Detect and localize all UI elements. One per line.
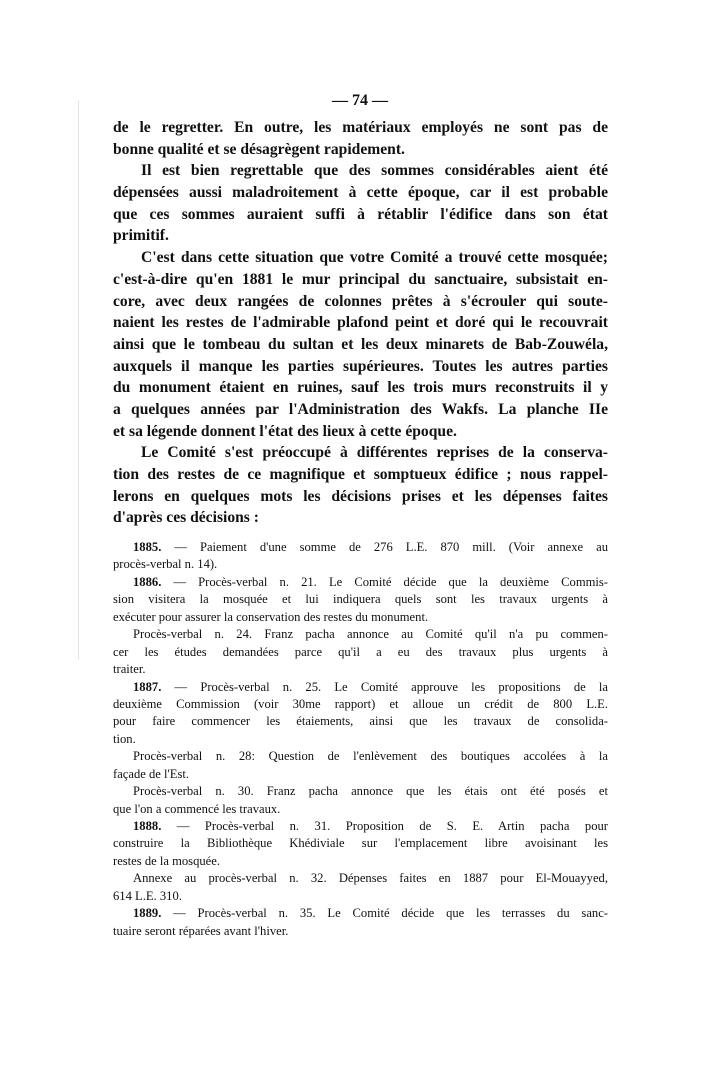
line-text: — Procès-verbal n. 31. Proposition de S. E. Artin pacha pour <box>161 819 608 833</box>
note-line <box>113 731 608 748</box>
note-line <box>113 574 608 591</box>
note-line <box>113 870 608 887</box>
line-text: cer les études demandées parce qu'il a eu des travaux plus urgents à <box>113 644 608 659</box>
note-line <box>113 679 608 696</box>
note-line <box>113 818 608 835</box>
note-line <box>113 696 608 713</box>
line-text: ainsi que le tombeau du sultan et les deux minarets de Bab-Zouwéla, <box>113 335 608 353</box>
line-text: restes de la mosquée. <box>113 853 221 868</box>
note-line <box>113 609 608 626</box>
text-line <box>113 421 608 443</box>
line-text: primitif. <box>113 227 169 245</box>
note-line <box>113 626 608 643</box>
text-line <box>113 225 608 247</box>
line-text: Procès-verbal n. 30. Franz pacha annonce que les étais ont été posés et <box>133 784 608 799</box>
text-line <box>113 160 608 182</box>
text-line <box>113 464 608 486</box>
note-line <box>113 539 608 556</box>
line-text: — Procès-verbal n. 35. Le Comité décide que les terrasses du sanc- <box>161 906 608 921</box>
year-label: 1885. <box>133 540 162 554</box>
text-line <box>113 312 608 334</box>
line-text: a quelques années par l'Administration des Wakfs. La planche IIe <box>113 400 608 418</box>
text-line <box>113 356 608 378</box>
text-line <box>113 204 608 226</box>
line-text: exécuter pour assurer la conservation des restes du monument. <box>113 609 429 624</box>
line-text: de le regretter. En outre, les matériaux employés ne sont pas de <box>113 119 608 136</box>
line-text: deuxième Commission (voir 30me rapport) et alloue un crédit de 800 L.E. <box>113 696 608 711</box>
text-line <box>113 139 608 161</box>
note-line <box>113 783 608 800</box>
line-text: tion des restes de ce magnifique et somptueux édifice ; nous rappel- <box>113 466 608 483</box>
line-text: sion visitera la mosquée et lui indiquera quels sont les travaux urgents à <box>113 592 608 607</box>
note-line <box>113 801 608 818</box>
note-line <box>113 766 608 783</box>
line-text: que l'on a commencé les travaux. <box>113 801 281 816</box>
note-line <box>113 713 608 730</box>
line-text: construire la Bibliothèque Khédiviale sur l'emplacement libre avoisinant les <box>113 836 608 851</box>
text-line <box>113 117 608 139</box>
text-line <box>113 182 608 204</box>
line-text: C'est dans cette situation que votre Comité a trouvé cette mosquée; <box>141 249 608 267</box>
year-label: 1888. <box>133 819 162 833</box>
year-label: 1887. <box>133 679 162 694</box>
line-text: pour faire commencer les étaiements, ainsi que les travaux de consolida- <box>113 714 608 729</box>
line-text: — Procès-verbal n. 25. Le Comité approuve les propositions de la <box>161 679 608 694</box>
line-text: lerons en quelques mots les décisions prises et les dépenses faites <box>113 487 608 505</box>
line-text: — Paiement d'une somme de 276 L.E. 870 mill. (Voir annexe au <box>161 540 608 554</box>
text-line <box>113 334 608 356</box>
line-text: tion. <box>113 731 136 746</box>
line-text: bonne qualité et se désagrègent rapidement. <box>113 140 405 158</box>
text-line <box>113 247 608 269</box>
line-text: que ces sommes auraient suffi à rétablir l'édifice dans son état <box>113 205 608 223</box>
note-line <box>113 661 608 678</box>
line-text: façade de l'Est. <box>113 766 190 781</box>
line-text: core, avec deux rangées de colonnes prêtes à s'écrouler qui soute- <box>113 292 608 310</box>
text-line <box>113 507 608 529</box>
note-line <box>113 888 608 905</box>
year-label: 1889. <box>133 906 162 921</box>
line-text: tuaire seront réparées avant l'hiver. <box>113 923 289 938</box>
line-text: 614 L.E. 310. <box>113 888 182 903</box>
text-line <box>113 486 608 508</box>
line-text: Annexe au procès-verbal n. 32. Dépenses faites en 1887 pour El-Mouayyed, <box>133 871 608 886</box>
note-line <box>113 923 608 940</box>
line-text: procès-verbal n. 14). <box>113 557 218 572</box>
note-line <box>113 835 608 852</box>
note-line <box>113 905 608 922</box>
line-text: Il est bien regrettable que des sommes considérables aient été <box>141 162 608 180</box>
text-line <box>113 442 608 464</box>
line-text: Procès-verbal n. 28: Question de l'enlèvement des boutiques accolées à la <box>133 749 608 764</box>
scan-margin-line <box>78 100 79 660</box>
note-line <box>113 748 608 765</box>
chronology-notes <box>113 539 608 940</box>
line-text: Le Comité s'est préoccupé à différentes reprises de la conserva- <box>141 444 608 462</box>
main-text <box>113 117 608 529</box>
note-line <box>113 644 608 661</box>
line-text: naient les restes de l'admirable plafond peint et doré qui le recouvrait <box>113 314 608 332</box>
year-label: 1886. <box>133 574 162 589</box>
text-line <box>113 399 608 421</box>
text-line <box>113 377 608 399</box>
line-text: traiter. <box>113 662 146 677</box>
note-line <box>113 556 608 573</box>
text-line <box>113 269 608 291</box>
note-line <box>113 591 608 608</box>
line-text: Procès-verbal n. 24. Franz pacha annonce au Comité qu'il n'a pu commen- <box>133 627 608 642</box>
line-text: du monument étaient en ruines, sauf les trois murs reconstruits il y <box>113 379 608 397</box>
line-text: d'après ces décisions : <box>113 509 259 527</box>
page-number: — 74 — <box>332 92 388 109</box>
line-text: auxquels il manque les parties supérieures. Toutes les autres parties <box>113 357 608 375</box>
line-text: c'est-à-dire qu'en 1881 le mur principal du sanctuaire, subsistait en- <box>113 270 608 288</box>
line-text: — Procès-verbal n. 21. Le Comité décide que la deuxième Commis- <box>161 574 608 589</box>
note-line <box>113 853 608 870</box>
line-text: dépensées aussi maladroitement à cette époque, car il est probable <box>113 184 608 202</box>
text-line <box>113 291 608 313</box>
line-text: et sa légende donnent l'état des lieux à cette époque. <box>113 422 457 440</box>
